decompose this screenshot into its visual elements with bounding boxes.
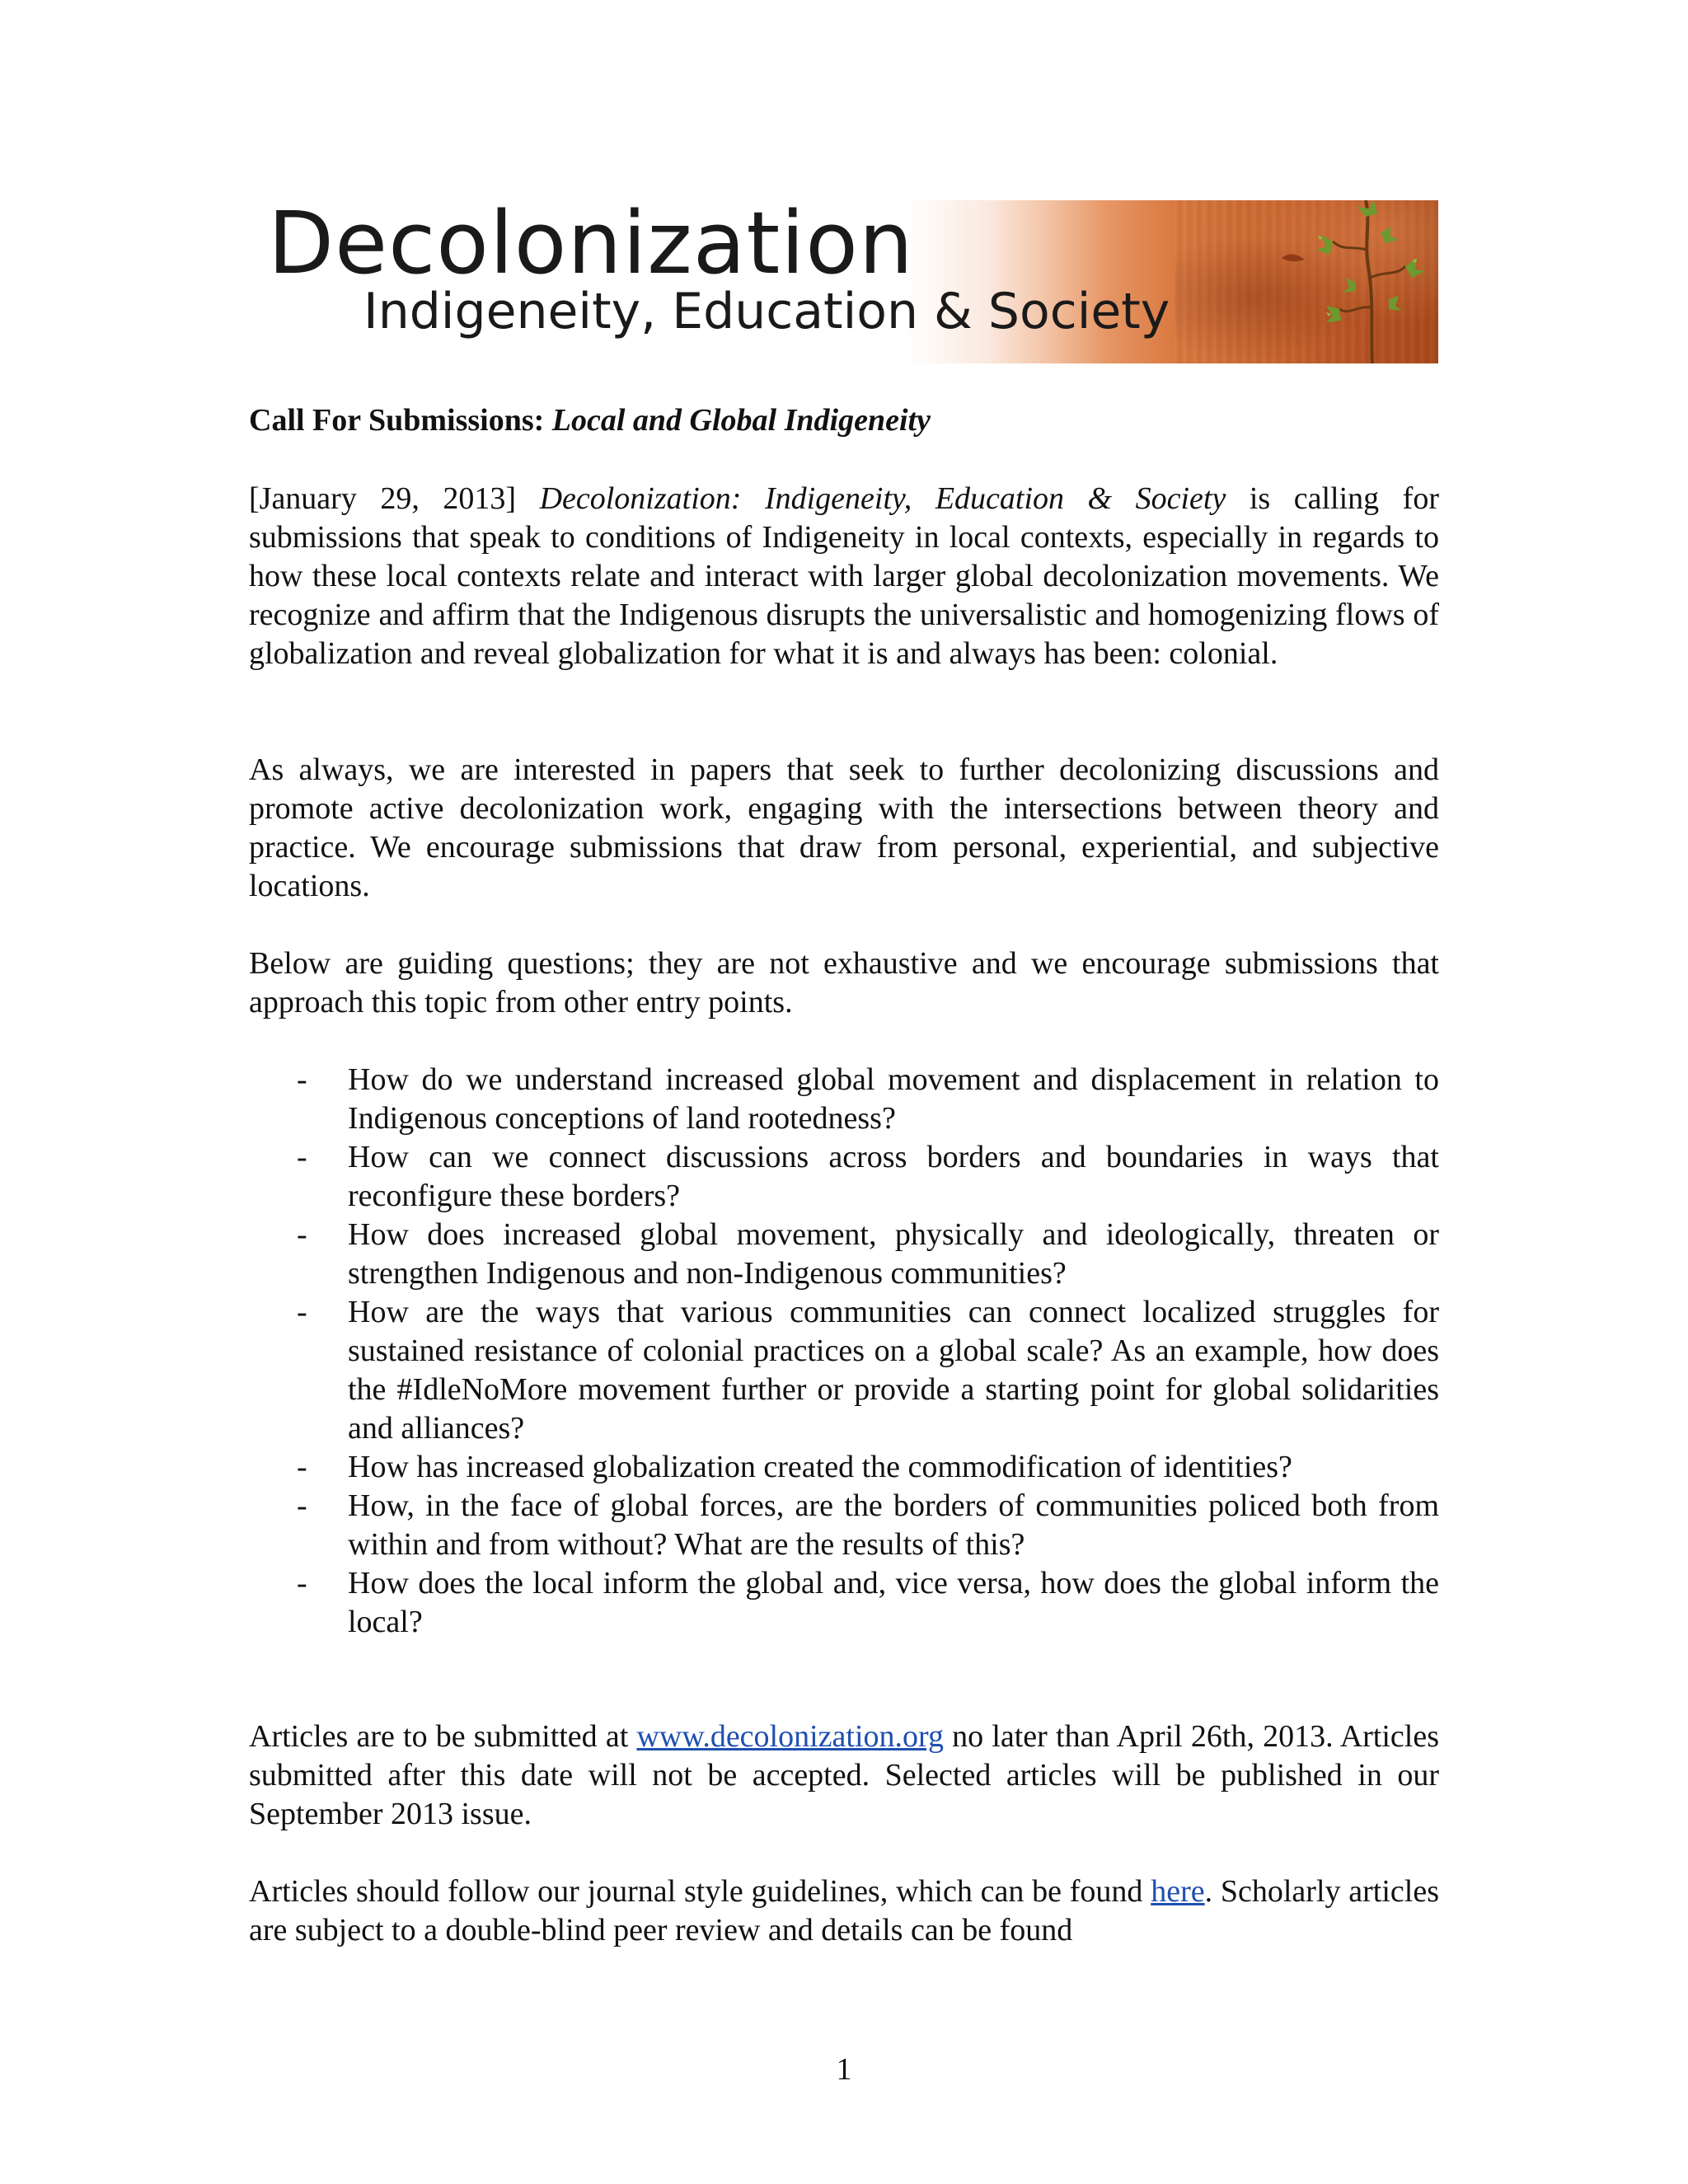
heading-topic: Local and Global Indigeneity bbox=[551, 403, 931, 438]
question-text: How are the ways that various communities can connect localized struggles for sustained resistance of colonial practices on a global scale? As an example, how does the #IdleNoMore movement further or provide a starting point for global solidarities and alliances? bbox=[348, 1295, 1439, 1446]
guiding-questions-intro: Below are guiding questions; they are not exhaustive and we encourage submissions that approach this topic from other entry points. bbox=[249, 946, 1439, 1019]
submission-paragraph bbox=[249, 1718, 1439, 1834]
question-text: How, in the face of global forces, are the borders of communities policed both from within and from without? What are the results of this? bbox=[348, 1488, 1439, 1562]
guidelines-text-end: . Scholarly articles are subject to a double-blind peer review and details can be found bbox=[249, 1874, 1439, 1947]
decolonization-website-link[interactable]: www.decolonization.org bbox=[636, 1719, 944, 1754]
bullet-dash: - bbox=[297, 1488, 307, 1523]
question-text: How has increased globalization created the commodification of identities? bbox=[348, 1450, 1292, 1484]
guiding-questions-list bbox=[249, 1061, 1439, 1642]
intro-date: [January 29, 2013] bbox=[249, 481, 540, 516]
list-item bbox=[249, 1061, 1439, 1138]
style-guidelines-link[interactable]: here bbox=[1151, 1874, 1205, 1909]
submission-text-end: no later than April 26th, 2013. Articles submitted after this date will not be accepted. Selected articles will be published in our September 2013 issue. bbox=[249, 1719, 1439, 1831]
bullet-dash: - bbox=[297, 1217, 307, 1252]
page-heading bbox=[249, 401, 931, 440]
bullet-dash: - bbox=[297, 1062, 307, 1097]
list-item bbox=[249, 1564, 1439, 1642]
intro-body: is calling for submissions that speak to conditions of Indigeneity in local contexts, especially in regards to how these local contexts relate and interact with larger global decolonization movements. We recognize and affirm that the Indigenous disrupts the universalistic and homogenizing flows of globalization and reveal globalization for what it is and always has been: colonial. bbox=[249, 481, 1439, 671]
page-number: 1 bbox=[836, 2052, 852, 2087]
interest-paragraph: As always, we are interested in papers that seek to further decolonizing discussions and promote active decolonization work, engaging with the intersections between theory and practice. We encourage submissions that draw from personal, experiential, and subjective locations. bbox=[249, 752, 1439, 903]
list-item bbox=[249, 1448, 1439, 1487]
question-text: How does increased global movement, physically and ideologically, threaten or strengthen Indigenous and non-Indigenous communities? bbox=[348, 1217, 1439, 1291]
banner-title: Decolonization bbox=[268, 200, 914, 293]
bullet-dash: - bbox=[297, 1450, 307, 1484]
guidelines-paragraph bbox=[249, 1872, 1439, 1950]
heading-prefix: Call For Submissions: bbox=[249, 403, 552, 438]
plant-image bbox=[1273, 200, 1438, 363]
banner-subtitle: Indigeneity, Education & Society bbox=[363, 283, 1170, 340]
list-item bbox=[249, 1216, 1439, 1293]
question-text: How do we understand increased global movement and displacement in relation to Indigenous conceptions of land rootedness? bbox=[348, 1062, 1439, 1136]
intro-paragraph bbox=[249, 480, 1439, 673]
list-item bbox=[249, 1138, 1439, 1216]
bullet-dash: - bbox=[297, 1566, 307, 1601]
journal-banner bbox=[251, 200, 1438, 363]
submission-text-start: Articles are to be submitted at bbox=[249, 1719, 637, 1754]
list-item bbox=[249, 1293, 1439, 1448]
bullet-dash: - bbox=[297, 1295, 307, 1329]
intro-journal-name: Decolonization: Indigeneity, Education & Society bbox=[539, 481, 1226, 516]
guidelines-text-start: Articles should follow our journal style guidelines, which can be found bbox=[249, 1874, 1151, 1909]
question-text: How does the local inform the global and, vice versa, how does the global inform the local? bbox=[348, 1566, 1439, 1639]
bullet-dash: - bbox=[297, 1140, 307, 1174]
question-text: How can we connect discussions across borders and boundaries in ways that reconfigure these borders? bbox=[348, 1140, 1439, 1213]
list-item bbox=[249, 1487, 1439, 1564]
